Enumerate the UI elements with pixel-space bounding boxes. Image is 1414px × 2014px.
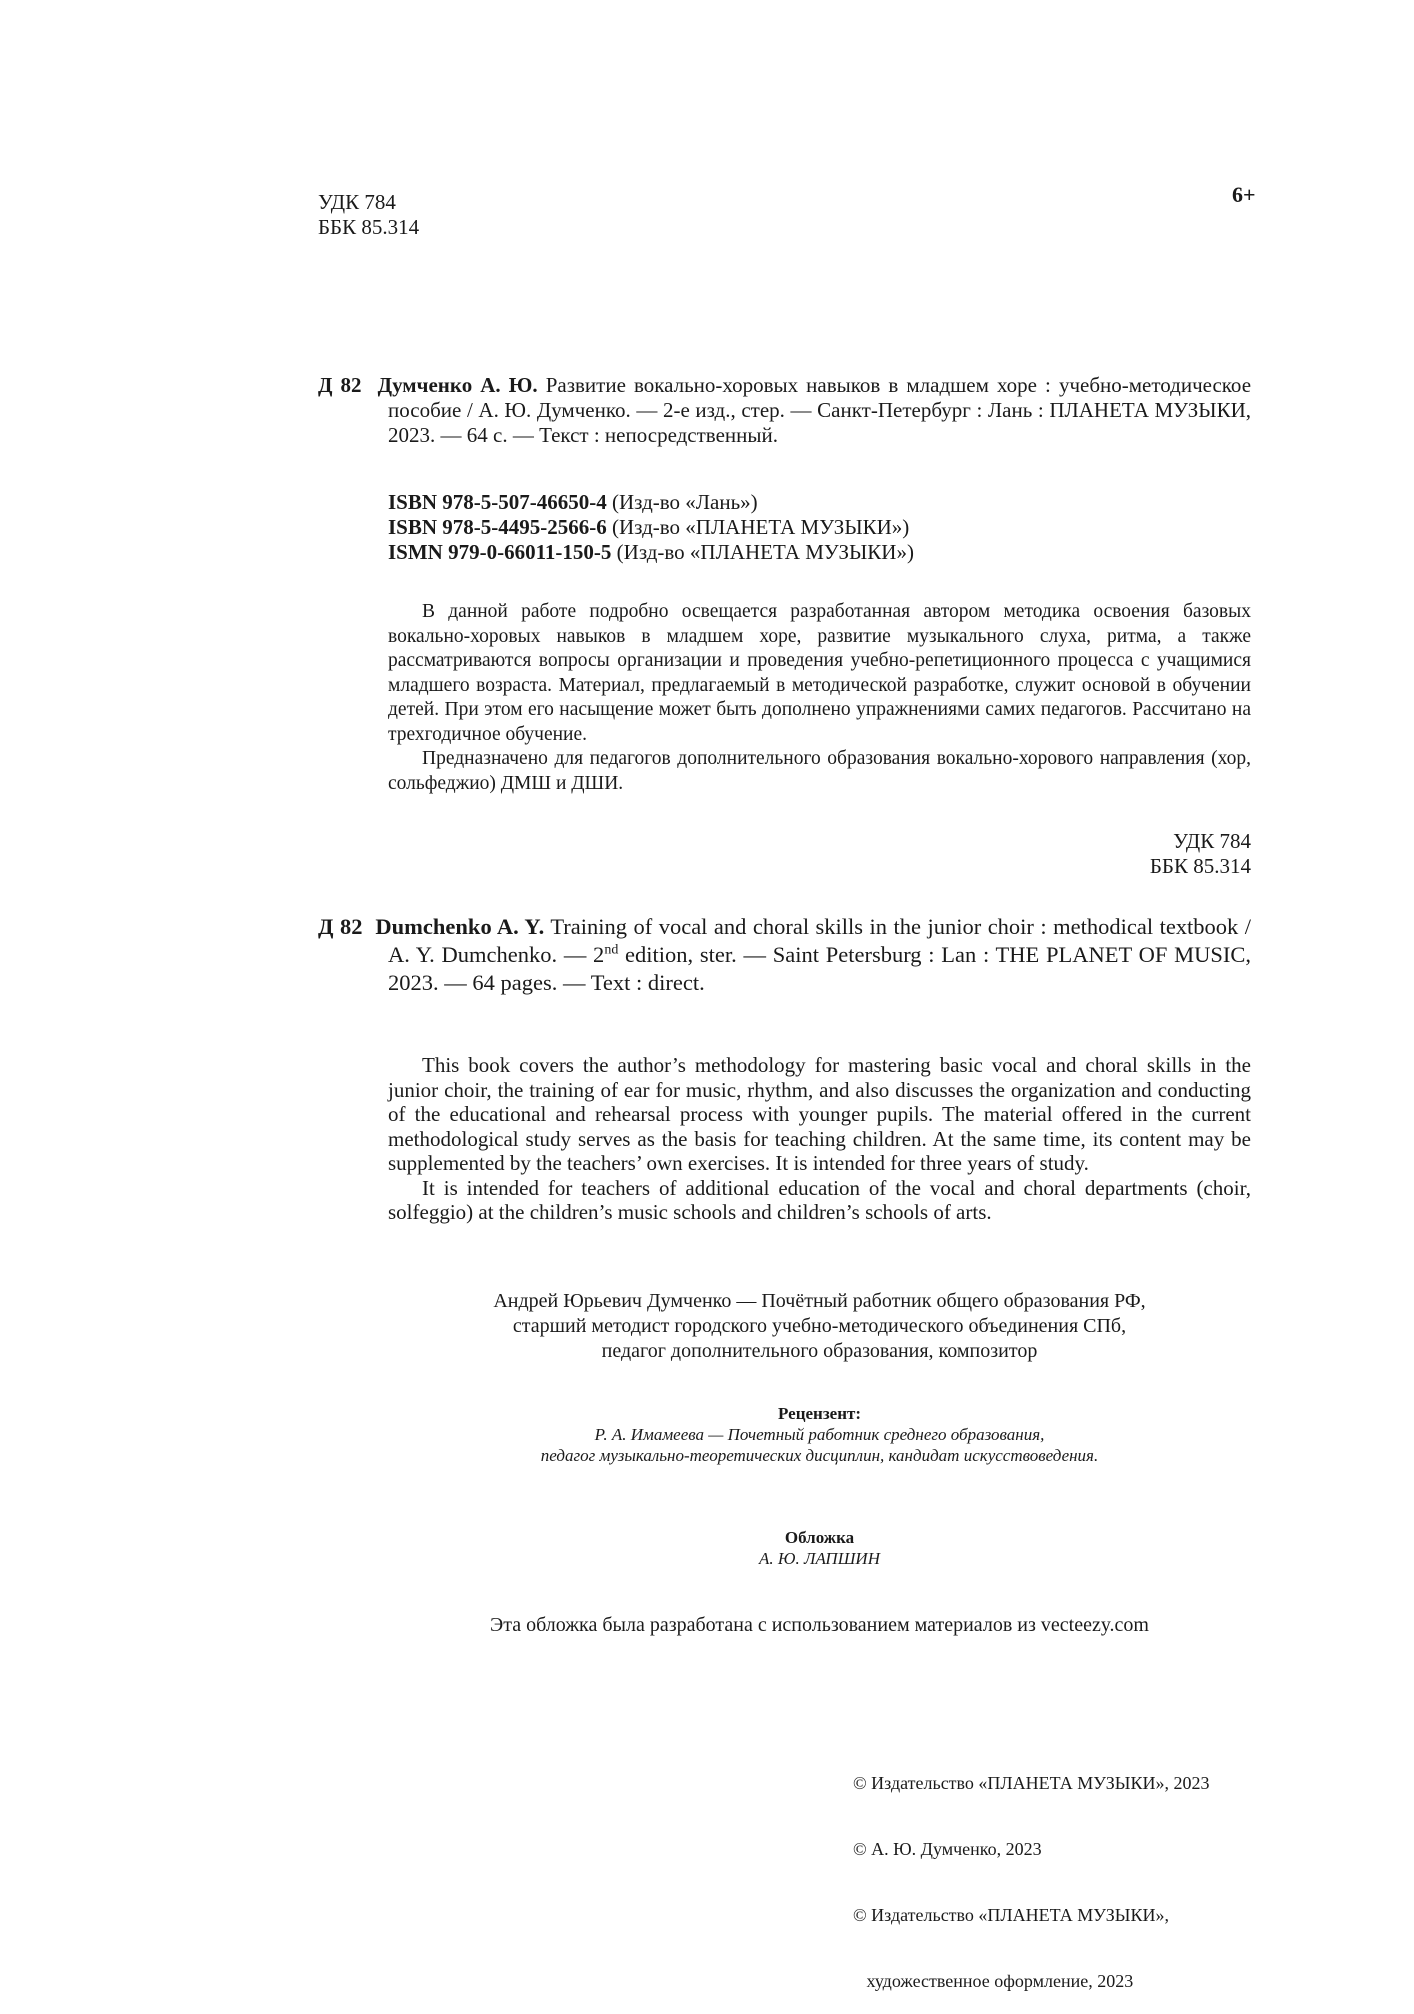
author-info-line: Андрей Юрьевич Думченко — Почётный работник общего образования РФ, xyxy=(493,1290,1146,1312)
classification-block xyxy=(318,190,419,240)
cover-heading: Обложка xyxy=(784,1528,855,1547)
en-abstract-paragraph: It is intended for teachers of additional education of the vocal and choral departments (choir, solfeggio) at the children’s music schools and children’s schools of arts. xyxy=(388,1175,1251,1224)
reviewer-block xyxy=(388,1403,1251,1466)
udk-code: УДК 784 xyxy=(318,190,396,214)
ismn-line: ISMN 979-0-66011-150-5 (Изд-во «ПЛАНЕТА МУЗЫКИ») xyxy=(388,540,914,564)
cover-credit xyxy=(388,1527,1251,1569)
reviewer-line: Р. А. Имамеева — Почетный работник среднего образования, xyxy=(594,1425,1045,1444)
ru-record-author: Думченко А. Ю. xyxy=(377,373,538,397)
bbk-code: ББК 85.314 xyxy=(318,215,420,239)
copyright-line: © Издательство «ПЛАНЕТА МУЗЫКИ», 2023 xyxy=(853,1773,1210,1793)
ru-bibliographic-record xyxy=(318,373,1251,448)
ru-abstract-paragraph: Предназначено для педагогов дополнительного образования вокально-хорового направления (хор, сольфеджио) ДМШ и ДШИ. xyxy=(388,748,1251,794)
ru-abstract-paragraph: В данной работе подробно освещается разработанная автором методика освоения базовых вокально-хоровых навыков в младшем хоре, развитие музыкального слуха, ритма, а также рассматриваются вопросы организации и проведения учебно-репетиционного процесса с учащимися младшего возраста. Материал, предлагаемый в методической разработке, служит основой в обучении детей. При этом его насыщение может быть дополнено упражнениями самих педагогов. Рассчитано на трехгодичное обучение. xyxy=(388,601,1251,745)
ru-record-code: Д 82 xyxy=(318,373,362,397)
en-classification-block xyxy=(1000,829,1251,879)
udk-code: УДК 784 xyxy=(1173,829,1251,853)
en-record-author: Dumchenko A. Y. xyxy=(375,914,545,939)
author-info-line: старший методист городского учебно-методического объединения СПб, xyxy=(512,1315,1127,1337)
reviewer-heading: Рецензент: xyxy=(777,1404,862,1423)
copyright-line: художественное оформление, 2023 xyxy=(853,1971,1134,1991)
reviewer-line: педагог музыкально-теоретических дисциплин, кандидат искусствоведения. xyxy=(540,1446,1099,1465)
en-bibliographic-record xyxy=(318,913,1251,997)
isbn-line: ISBN 978-5-507-46650-4 (Изд-во «Лань») xyxy=(388,490,758,514)
en-record-text: Training of vocal and choral skills in the junior choir : methodical textbook / A. Y. Dumchenko. — 2 xyxy=(388,914,1252,967)
author-info-line: педагог дополнительного образования, композитор xyxy=(601,1340,1038,1362)
en-record-text: edition, ster. — Saint Petersburg : Lan : THE PLANET OF MUSIC, 2023. — 64 pages. — Text : direct. xyxy=(388,942,1251,995)
copyright-line: © А. Ю. Думченко, 2023 xyxy=(853,1839,1042,1859)
author-info xyxy=(388,1289,1251,1364)
cover-note: Эта обложка была разработана с использованием материалов из vecteezy.com xyxy=(490,1614,1149,1636)
copyright-block xyxy=(853,1728,1209,2014)
isbn-line: ISBN 978-5-4495-2566-6 (Изд-во «ПЛАНЕТА МУЗЫКИ») xyxy=(388,515,910,539)
en-record-code: Д 82 xyxy=(318,914,363,939)
isbn-list xyxy=(388,490,914,565)
age-rating: 6+ xyxy=(1232,182,1256,207)
ru-abstract xyxy=(388,600,1251,796)
cover-designer: А. Ю. ЛАПШИН xyxy=(759,1549,880,1568)
ru-record-text: Развитие вокально-хоровых навыков в младшем хоре : учебно-методическое пособие / А. Ю. Думченко. — 2-е изд., стер. — Санкт-Петербург : Лань : ПЛАНЕТА МУЗЫКИ, 2023. — 64 с. — Текст : непосредственный. xyxy=(388,373,1252,447)
copyright-line: © Издательство «ПЛАНЕТА МУЗЫКИ», xyxy=(853,1905,1169,1925)
bbk-code: ББК 85.314 xyxy=(1149,854,1251,878)
en-abstract xyxy=(388,1053,1251,1225)
ordinal-suffix: nd xyxy=(604,942,619,958)
en-abstract-paragraph: This book covers the author’s methodology for mastering basic vocal and choral skills in the junior choir, the training of ear for music, rhythm, and also discusses the organization and conducting of the educational and rehearsal process with younger pupils. The material offered in the current methodological study serves as the basis for teaching children. At the same time, its content may be supplemented by the teachers’ own exercises. It is intended for three years of study. xyxy=(388,1053,1251,1175)
